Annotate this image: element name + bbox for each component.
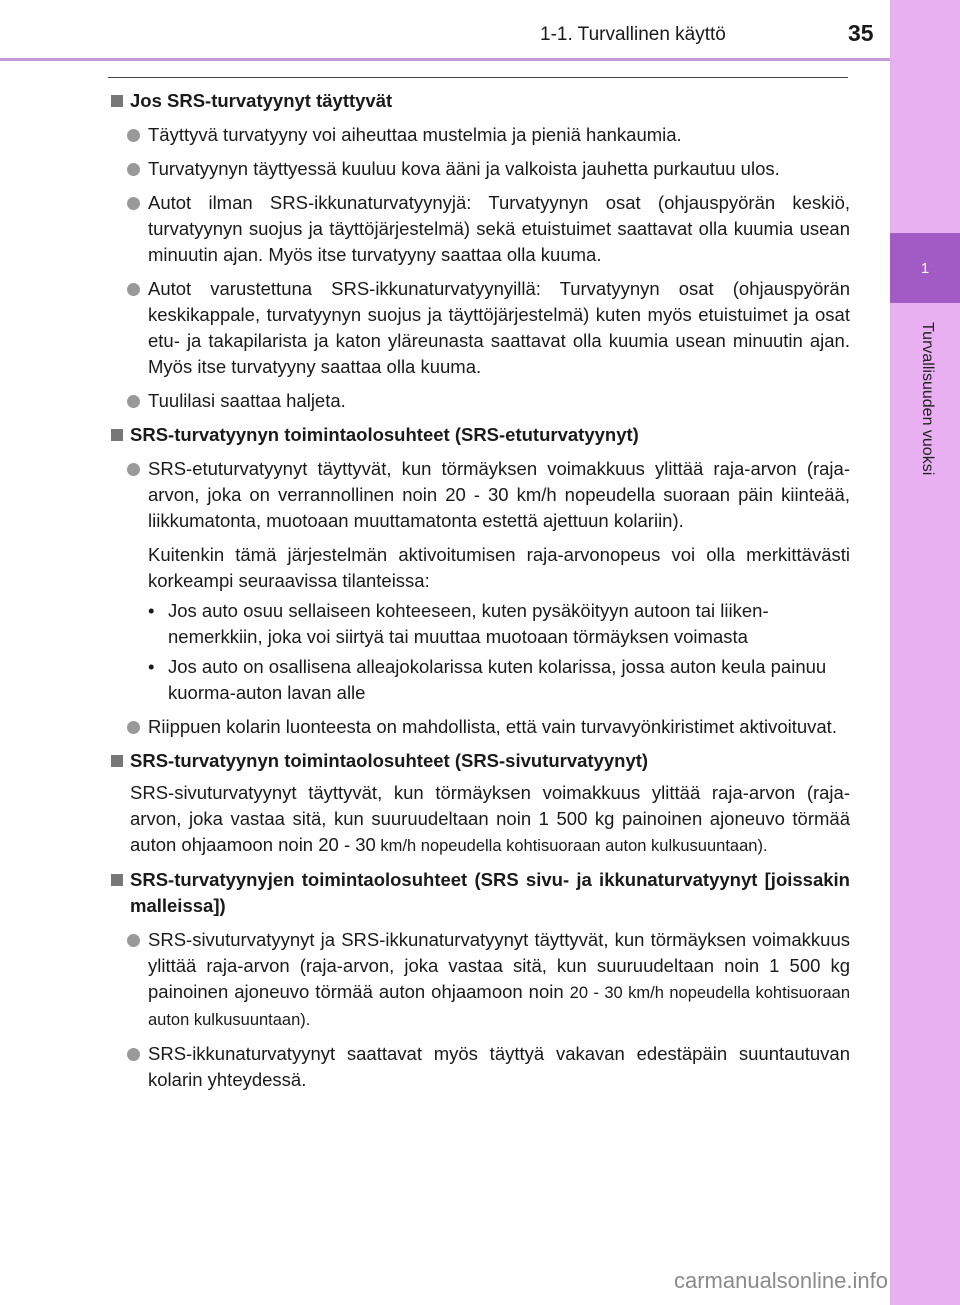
list-item: SRS-etuturvatyynyt täyttyvät, kun törmäyksen voimakkuus ylittää raja-arvon (raja-arvon, joka on verrannollinen noin 20 - 30 km/h nopeudella suoraan päin kiinteää, liikkumatonta, muotoaan muuttamatonta estettä ajettuun kolariin). xyxy=(108,456,850,534)
list-item: Autot ilman SRS-ikkunaturvatyynyjä: Turvatyynyn osat (ohjauspyörän keskiö, turvatyynyn suojus ja täyttöjärjestelmä) sekä etuistuimet saattavat olla kuumia usean minuutin ajan. Myös itse turvatyyny saattaa olla kuuma. xyxy=(108,190,850,268)
page-content xyxy=(108,88,850,1093)
list-item: Turvatyynyn täyttyessä kuuluu kova ääni ja valkoista jauhetta purkautuu ulos. xyxy=(108,156,850,182)
section-heading: Jos SRS-turvatyynyt täyttyvät xyxy=(108,88,850,114)
circle-bullet-icon xyxy=(127,163,140,176)
page-number: 35 xyxy=(848,20,874,46)
watermark-text: carmanualsonline.info xyxy=(673,1268,888,1293)
paragraph: SRS-sivuturvatyynyt täyttyvät, kun törmäyksen voimakkuus ylittää raja-arvon (raja-arvon, joka vastaa sitä, kun suuruudeltaan noin 1 500 kg painoinen ajoneuvo törmää auton ohjaamoon noin 20 - 30 km/h nopeudella kohtisuoraan auton kulkusuuntaan). xyxy=(130,782,850,855)
list-item: SRS-ikkunaturvatyynyt saattavat myös täyttyä vakavan edestäpäin suuntautuvan kolarin yhteydessä. xyxy=(108,1041,850,1093)
section-heading: SRS-turvatyynyn toimintaolosuhteet (SRS-sivuturvatyynyt) xyxy=(108,748,850,774)
circle-bullet-icon xyxy=(127,934,140,947)
circle-bullet-icon xyxy=(127,197,140,210)
circle-bullet-icon xyxy=(127,721,140,734)
circle-bullet-icon xyxy=(127,283,140,296)
square-bullet-icon xyxy=(111,429,123,441)
chapter-number: 1 xyxy=(890,233,960,303)
section-divider xyxy=(108,77,848,78)
sub-list-item: • Jos auto osuu sellaiseen kohteeseen, kuten pysäköityyn autoon tai liikennemerkkiin, joka voi siirtyä tai muuttaa muotoaan törmäyksen voimasta xyxy=(148,600,769,647)
list-item: SRS-sivuturvatyynyt ja SRS-ikkunaturvatyynyt täyttyvät, kun törmäyksen voimakkuus ylittää raja-arvon (raja-arvon, joka vastaa sitä, kun suuruudeltaan noin 1 500 kg painoinen ajoneuvo törmää auton ohjaamoon noin 20 - 30 km/h nopeudella kohtisuoraan auton kulkusuuntaan). xyxy=(108,927,850,1033)
paragraph: Kuitenkin tämä järjestelmän aktivoitumisen raja-arvonopeus voi olla merkittävästi korkeampi seuraavissa tilanteissa: xyxy=(148,544,850,591)
header-rule xyxy=(0,58,890,61)
sub-list-item: • Jos auto on osallisena alleajokolarissa kuten kolarissa, jossa auton keula painuu kuorma-auton lavan alle xyxy=(148,656,827,703)
circle-bullet-icon xyxy=(127,129,140,142)
square-bullet-icon xyxy=(111,95,123,107)
chapter-title: Turvallisuuden vuoksi xyxy=(919,322,936,476)
circle-bullet-icon xyxy=(127,463,140,476)
square-bullet-icon xyxy=(111,874,123,886)
list-item: Tuulilasi saattaa haljeta. xyxy=(108,388,850,414)
running-header: 1-1. Turvallinen käyttö xyxy=(540,24,726,45)
dot-bullet-icon: • xyxy=(148,600,155,621)
list-item: Täyttyvä turvatyyny voi aiheuttaa mustelmia ja pieniä hankaumia. xyxy=(108,122,850,148)
circle-bullet-icon xyxy=(127,1048,140,1061)
section-heading: SRS-turvatyynyjen toimintaolosuhteet (SRS sivu- ja ikkunaturvatyynyt [joissakin malleissa]) xyxy=(108,867,850,919)
list-item: Autot varustettuna SRS-ikkunaturvatyynyillä: Turvatyynyn osat (ohjauspyörän keskikappale, turvatyynyn suojus ja täyttöjärjestelmä) kuten myös etuistuimet ja osat etu- ja takapilarista ja katon yläreunasta saattavat olla kuumia usean minuutin ajan. Myös itse turvatyyny saattaa olla kuuma. xyxy=(108,276,850,380)
chapter-side-tab xyxy=(890,0,960,1305)
square-bullet-icon xyxy=(111,755,123,767)
section-heading: SRS-turvatyynyn toimintaolosuhteet (SRS-etuturvatyynyt) xyxy=(108,422,850,448)
dot-bullet-icon: • xyxy=(148,656,155,677)
circle-bullet-icon xyxy=(127,395,140,408)
list-item: Riippuen kolarin luonteesta on mahdollista, että vain turvavyönkiristimet aktivoituvat. xyxy=(108,714,850,740)
